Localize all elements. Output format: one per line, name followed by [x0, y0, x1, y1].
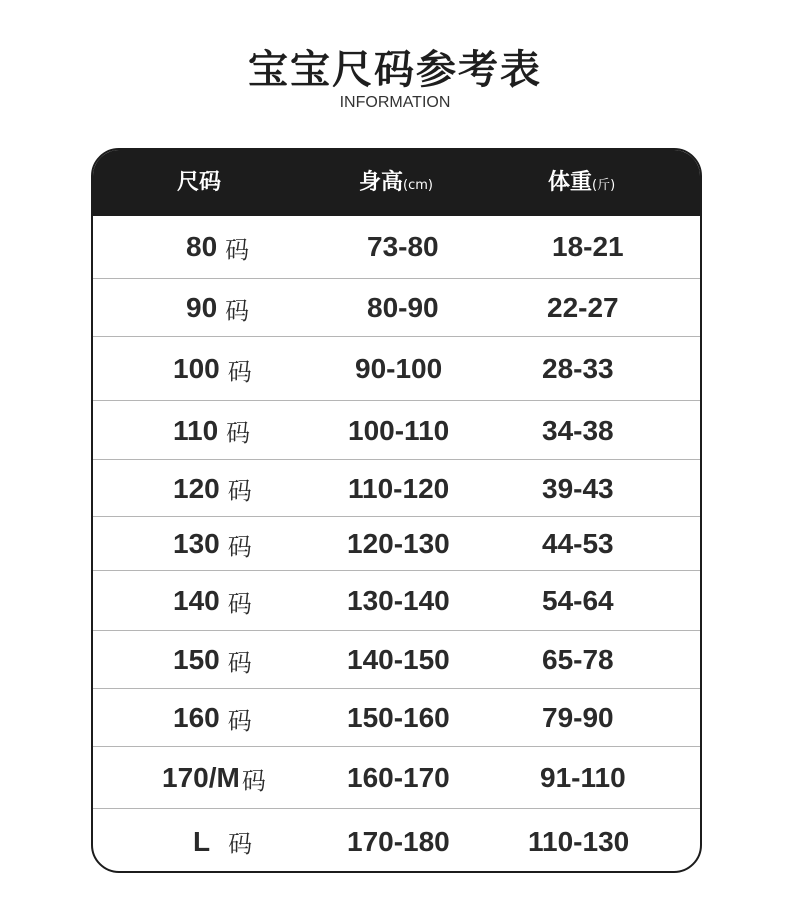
size-suffix: 码	[241, 766, 266, 795]
header-height-unit: (cm)	[403, 178, 433, 193]
weight-cell: 34-38	[542, 414, 614, 446]
weight-cell: 54-64	[542, 585, 614, 616]
height-cell: 120-130	[347, 528, 450, 559]
height-cell: 150-160	[347, 702, 450, 733]
size-value: 150	[173, 644, 220, 675]
size-suffix: 码	[227, 357, 252, 386]
table-row	[93, 516, 700, 571]
height-cell: 160-170	[347, 762, 450, 793]
header-weight-unit: (斤)	[592, 178, 616, 193]
height-cell: 90-100	[355, 353, 443, 384]
size-cell	[173, 571, 252, 631]
height-cell: 110-120	[348, 472, 450, 504]
size-cell	[173, 401, 250, 460]
table-row	[93, 570, 700, 631]
size-cell	[173, 631, 252, 689]
size-chart-table	[91, 148, 702, 873]
table-row	[93, 808, 700, 873]
size-cell	[193, 809, 252, 873]
header-weight	[548, 150, 615, 216]
size-value: 80	[186, 231, 218, 262]
weight-cell: 22-27	[547, 292, 619, 323]
weight-cell: 110-130	[528, 825, 630, 857]
page-title: 宝宝尺码参考表	[248, 47, 542, 93]
height-cell: 80-90	[367, 292, 439, 323]
page-subtitle: INFORMATION	[339, 94, 451, 111]
size-value: 90	[186, 292, 218, 323]
header-height	[359, 150, 433, 216]
size-value: 170/M	[162, 762, 240, 793]
size-value: 140	[173, 585, 220, 616]
size-value: 160	[173, 702, 220, 733]
height-cell: 100-110	[348, 414, 450, 446]
size-suffix: 码	[227, 648, 252, 677]
table-row	[93, 216, 700, 278]
header-height-label: 身高	[359, 170, 404, 195]
size-value: 120	[173, 472, 220, 504]
size-suffix: 码	[225, 235, 250, 264]
weight-cell: 91-110	[540, 762, 626, 793]
height-cell: 130-140	[347, 585, 450, 616]
size-cell	[173, 337, 252, 401]
size-cell	[162, 747, 266, 809]
table-row	[93, 336, 700, 401]
table-row	[93, 688, 700, 747]
weight-cell: 39-43	[542, 472, 614, 504]
weight-cell: 18-21	[552, 231, 624, 262]
size-value: 130	[173, 528, 220, 559]
size-cell	[186, 279, 249, 337]
size-value: 100	[173, 353, 220, 384]
size-cell	[173, 460, 252, 517]
table-row	[93, 278, 700, 337]
size-suffix: 码	[226, 419, 251, 447]
weight-cell: 65-78	[542, 644, 614, 675]
header-size-label: 尺码	[177, 170, 222, 195]
size-suffix: 码	[225, 296, 250, 325]
table-row	[93, 746, 700, 809]
height-cell: 170-180	[347, 825, 450, 857]
size-suffix: 码	[227, 532, 252, 561]
weight-cell: 79-90	[542, 702, 614, 733]
table-row	[93, 459, 700, 517]
weight-cell: 28-33	[542, 353, 614, 384]
size-cell	[173, 517, 252, 571]
table-header	[93, 150, 700, 216]
size-cell	[186, 216, 249, 278]
weight-cell: 44-53	[542, 528, 614, 559]
header-size	[177, 150, 221, 216]
size-cell	[173, 689, 252, 747]
size-value: 110	[173, 414, 219, 446]
table-row	[93, 400, 700, 460]
size-suffix: 码	[227, 589, 252, 618]
size-suffix: 码	[228, 830, 253, 858]
size-value: L	[193, 825, 211, 857]
header-weight-label: 体重	[548, 170, 593, 195]
height-cell: 140-150	[347, 644, 450, 675]
height-cell: 73-80	[367, 231, 439, 262]
table-row	[93, 630, 700, 689]
size-suffix: 码	[227, 477, 252, 505]
size-suffix: 码	[227, 706, 252, 735]
